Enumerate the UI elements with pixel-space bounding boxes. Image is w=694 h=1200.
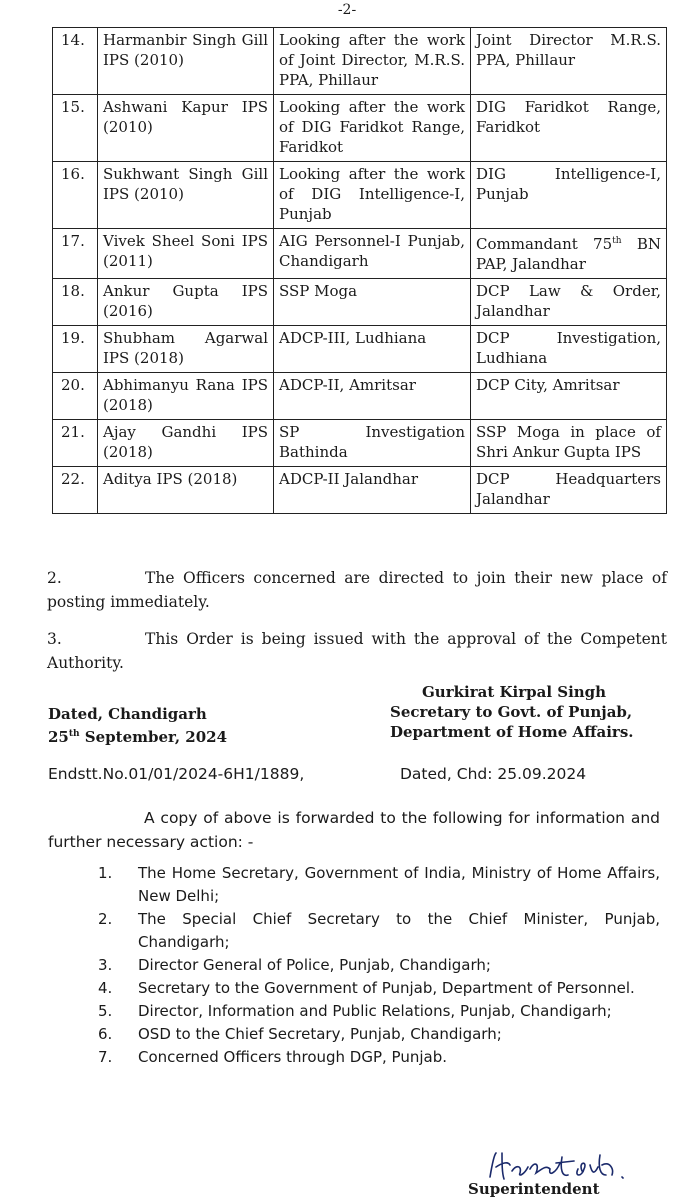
recipient-list: [98, 862, 660, 1069]
list-item-number: 3.: [98, 956, 113, 974]
dated-label: Dated, Chandigarh: [48, 705, 207, 723]
officer-name-cell: Shubham Agarwal IPS (2018): [98, 326, 274, 373]
list-item-text: The Special Chief Secretary to the Chief Minister, Punjab, Chandigarh;: [138, 910, 660, 951]
list-item-number: 7.: [98, 1048, 113, 1066]
to-posting-cell: DIG Faridkot Range, Faridkot: [471, 95, 667, 162]
officer-name-cell: Ashwani Kapur IPS (2010): [98, 95, 274, 162]
list-item-text: Concerned Officers through DGP, Punjab.: [138, 1048, 448, 1066]
paragraph-3: [47, 627, 667, 675]
dated-block: [48, 704, 227, 747]
to-posting-cell: DCP City, Amritsar: [471, 373, 667, 420]
list-item-number: 4.: [98, 979, 113, 997]
table-row: [53, 95, 667, 162]
serial-number-cell: 16.: [53, 162, 98, 229]
table-row: [53, 420, 667, 467]
list-item: [98, 954, 660, 977]
list-item-text: Director, Information and Public Relations, Punjab, Chandigarh;: [138, 1002, 612, 1020]
to-posting-cell: Commandant 75th BN PAP, Jalandhar: [471, 229, 667, 279]
list-item-number: 6.: [98, 1025, 113, 1043]
from-posting-cell: SP Investigation Bathinda: [274, 420, 471, 467]
to-posting-cell: DCP Investigation, Ludhiana: [471, 326, 667, 373]
list-item-number: 2.: [98, 910, 113, 928]
signatory-designation: Secretary to Govt. of Punjab,: [390, 703, 633, 721]
from-posting-cell: ADCP-III, Ludhiana: [274, 326, 471, 373]
officer-name-cell: Sukhwant Singh Gill IPS (2010): [98, 162, 274, 229]
copy-forward-text: A copy of above is forwarded to the following for information and further necessary action: -: [48, 809, 660, 851]
serial-number-cell: 15.: [53, 95, 98, 162]
from-posting-cell: Looking after the work of DIG Faridkot Range, Faridkot: [274, 95, 471, 162]
paragraph-2-number: 2.: [47, 569, 62, 587]
list-item-text: Secretary to the Government of Punjab, Department of Personnel.: [138, 979, 635, 997]
signatory-block: [390, 682, 634, 742]
list-item: [98, 977, 660, 1000]
list-item: [98, 1023, 660, 1046]
list-item-text: OSD to the Chief Secretary, Punjab, Chandigarh;: [138, 1025, 502, 1043]
officer-name-cell: Ankur Gupta IPS (2016): [98, 279, 274, 326]
officer-name-cell: Ajay Gandhi IPS (2018): [98, 420, 274, 467]
officer-name-cell: Abhimanyu Rana IPS (2018): [98, 373, 274, 420]
officer-name-cell: Harmanbir Singh Gill IPS (2010): [98, 28, 274, 95]
list-item: [98, 862, 660, 908]
from-posting-cell: ADCP-II, Amritsar: [274, 373, 471, 420]
serial-number-cell: 17.: [53, 229, 98, 279]
from-posting-cell: Looking after the work of Joint Director, M.R.S. PPA, Phillaur: [274, 28, 471, 95]
officer-name-cell: Aditya IPS (2018): [98, 467, 274, 514]
to-posting-cell: Joint Director M.R.S. PPA, Phillaur: [471, 28, 667, 95]
to-posting-cell: DIG Intelligence-I, Punjab: [471, 162, 667, 229]
signatory-department: Department of Home Affairs.: [390, 723, 634, 741]
from-posting-cell: Looking after the work of DIG Intelligence-I, Punjab: [274, 162, 471, 229]
from-posting-cell: ADCP-II Jalandhar: [274, 467, 471, 514]
paragraph-3-text: This Order is being issued with the approval of the Competent Authority.: [47, 630, 667, 672]
dated-date: 25th September, 2024: [48, 728, 228, 746]
table-row: [53, 28, 667, 95]
table-row: [53, 467, 667, 514]
officer-name-cell: Vivek Sheel Soni IPS (2011): [98, 229, 274, 279]
table-row: [53, 162, 667, 229]
from-posting-cell: SSP Moga: [274, 279, 471, 326]
list-item-number: 1.: [98, 864, 113, 882]
serial-number-cell: 14.: [53, 28, 98, 95]
list-item-text: Director General of Police, Punjab, Chandigarh;: [138, 956, 491, 974]
table-row: [53, 279, 667, 326]
to-posting-cell: SSP Moga in place of Shri Ankur Gupta IPS: [471, 420, 667, 467]
serial-number-cell: 22.: [53, 467, 98, 514]
postings-table: [52, 27, 667, 514]
paragraph-2-text: The Officers concerned are directed to join their new place of posting immediately.: [47, 569, 667, 611]
table-row: [53, 373, 667, 420]
table-row: [53, 326, 667, 373]
paragraph-2: [47, 566, 667, 614]
endorsement-number: Endstt.No.01/01/2024-6H1/1889,: [48, 765, 305, 783]
serial-number-cell: 18.: [53, 279, 98, 326]
list-item: [98, 1000, 660, 1023]
table-row: [53, 229, 667, 279]
list-item: [98, 908, 660, 954]
list-item: [98, 1046, 660, 1069]
serial-number-cell: 20.: [53, 373, 98, 420]
list-item-number: 5.: [98, 1002, 113, 1020]
endorsement-date: Dated, Chd: 25.09.2024: [400, 765, 587, 783]
serial-number-cell: 19.: [53, 326, 98, 373]
paragraph-3-number: 3.: [47, 630, 62, 648]
to-posting-cell: DCP Law & Order, Jalandhar: [471, 279, 667, 326]
page-number: -2-: [337, 2, 357, 18]
superintendent-title: Superintendent: [468, 1180, 600, 1198]
from-posting-cell: AIG Personnel-I Punjab, Chandigarh: [274, 229, 471, 279]
list-item-text: The Home Secretary, Government of India, Ministry of Home Affairs, New Delhi;: [138, 864, 660, 905]
to-posting-cell: DCP Headquarters Jalandhar: [471, 467, 667, 514]
serial-number-cell: 21.: [53, 420, 98, 467]
signatory-name: Gurkirat Kirpal Singh: [422, 683, 607, 701]
